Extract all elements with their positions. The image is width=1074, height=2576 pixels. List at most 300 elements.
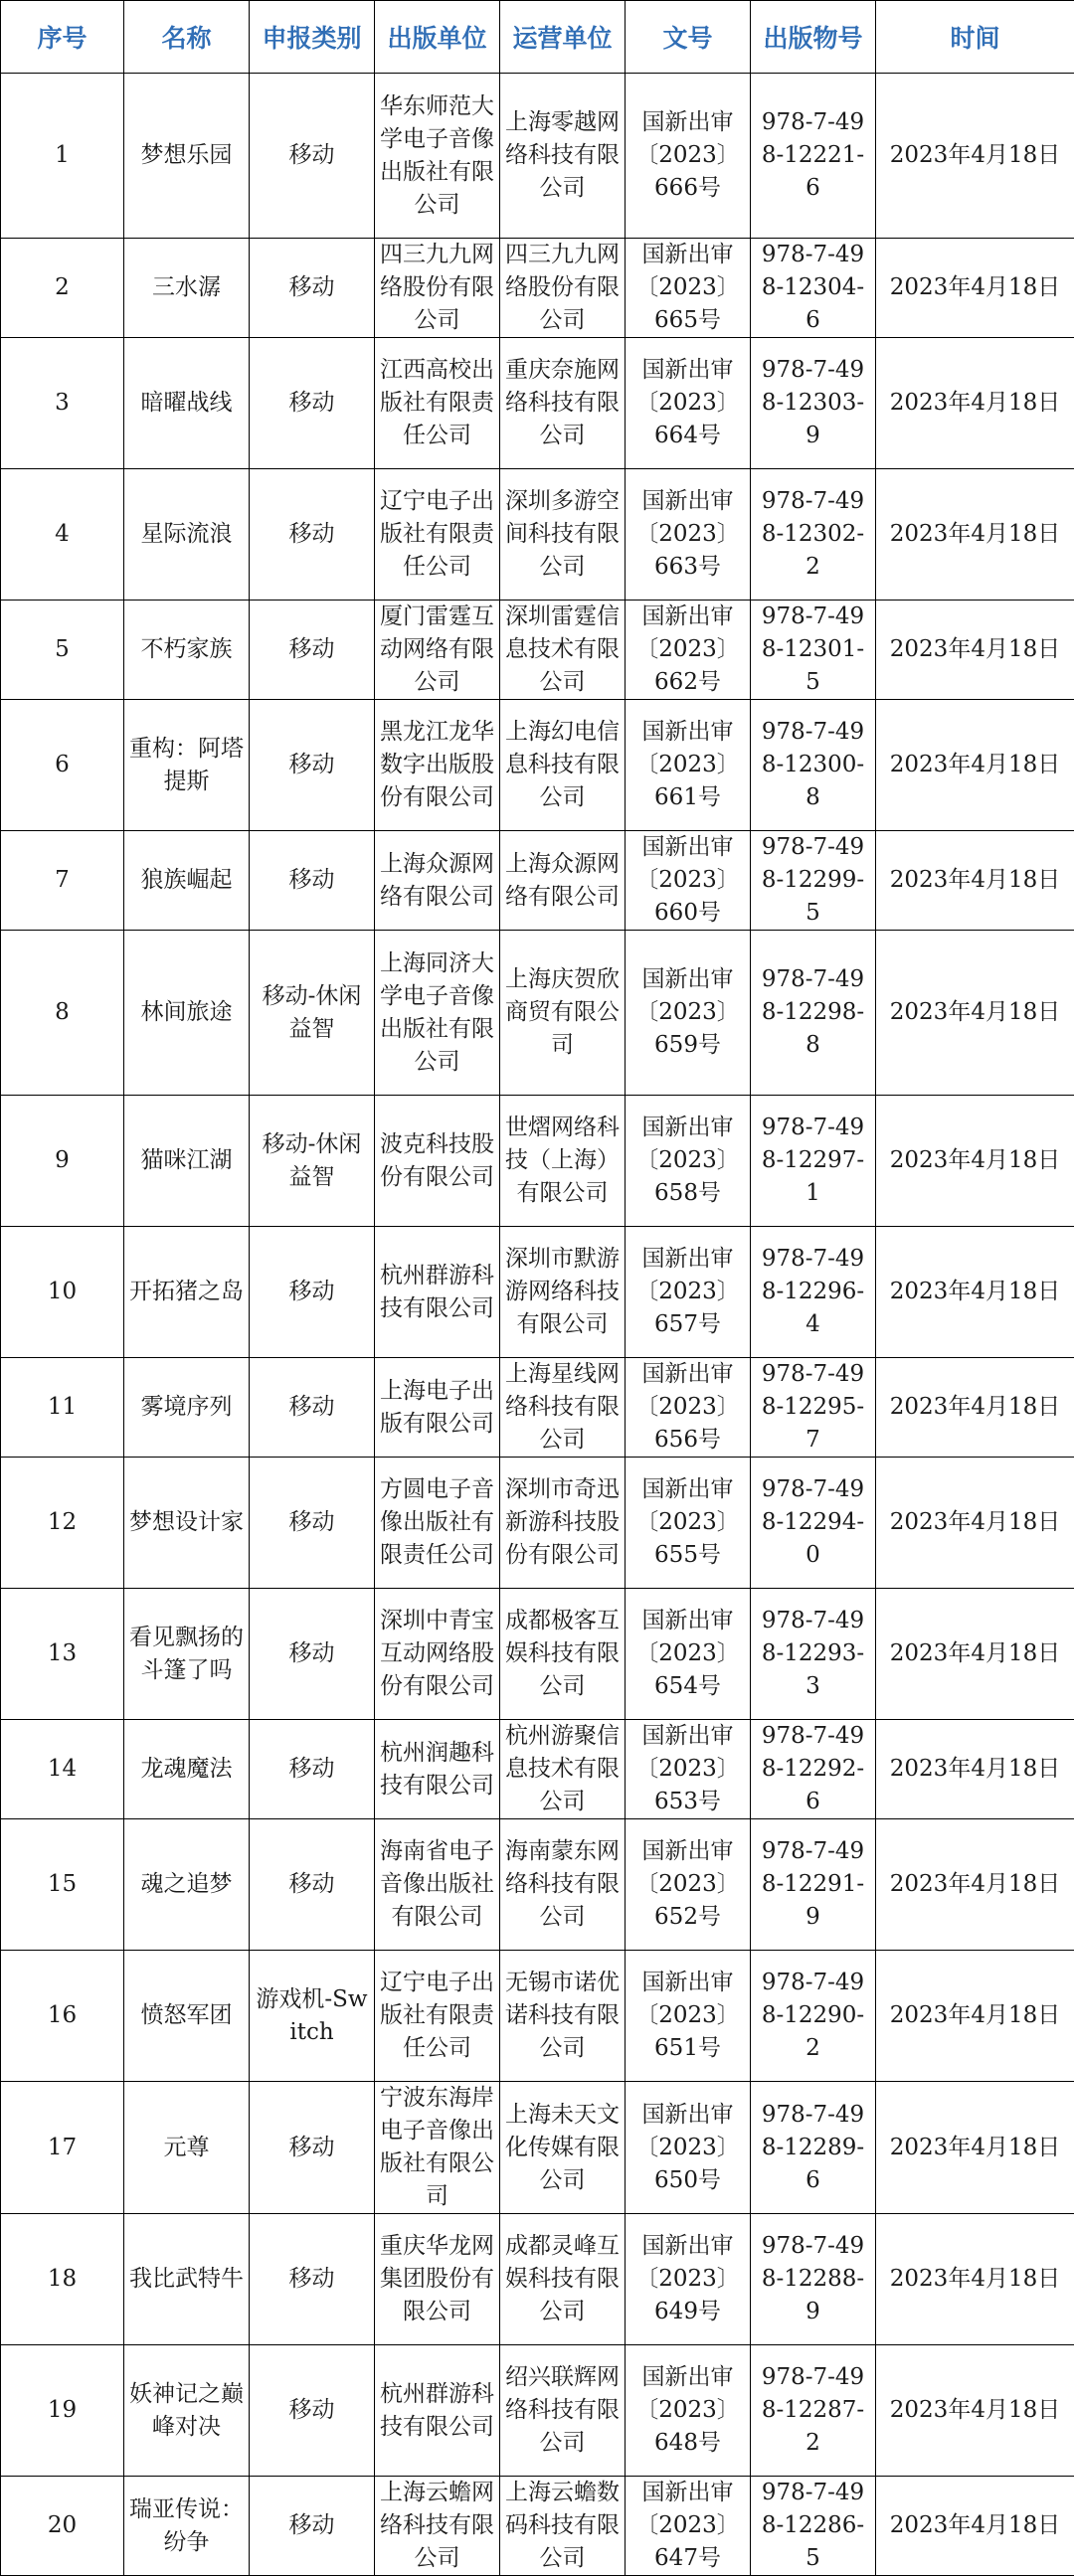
row-operator-cell xyxy=(500,2345,626,2477)
row-isbn-cell xyxy=(751,931,876,1096)
header-doc-number: 文号 xyxy=(626,1,751,74)
row-index-cell xyxy=(1,1096,124,1227)
row-index-cell xyxy=(1,931,124,1096)
row-doc-number: 国新出审〔2023〕653号 xyxy=(626,1720,750,1818)
row-operator-cell xyxy=(500,239,626,338)
row-date: 2023年4月18日 xyxy=(876,1753,1074,1786)
row-doc-number: 国新出审〔2023〕650号 xyxy=(626,2099,750,2197)
row-date-cell xyxy=(876,1458,1074,1589)
row-operator-cell xyxy=(500,1951,626,2082)
row-date: 2023年4月18日 xyxy=(876,2509,1074,2542)
row-name: 愤怒军团 xyxy=(124,1999,249,2032)
row-index: 5 xyxy=(1,633,123,666)
row-index-cell xyxy=(1,1589,124,1720)
row-isbn-cell xyxy=(751,338,876,469)
row-publisher-cell xyxy=(375,700,500,831)
row-isbn: 978-7-498-12300-8 xyxy=(751,716,875,814)
row-index: 19 xyxy=(1,2394,123,2427)
row-publisher-cell xyxy=(375,2214,500,2345)
row-operator: 深圳市奇迅新游科技股份有限公司 xyxy=(500,1473,625,1572)
row-publisher-cell xyxy=(375,1096,500,1227)
row-index-cell xyxy=(1,831,124,931)
row-index: 2 xyxy=(1,271,123,304)
row-doc-number-cell xyxy=(626,700,751,831)
row-name: 猫咪江湖 xyxy=(124,1144,249,1177)
row-index: 6 xyxy=(1,749,123,781)
row-isbn-cell xyxy=(751,1589,876,1720)
row-name: 梦想设计家 xyxy=(124,1506,249,1539)
row-date: 2023年4月18日 xyxy=(876,1637,1074,1670)
row-date-cell xyxy=(876,74,1074,239)
row-name-cell xyxy=(124,1096,250,1227)
row-publisher-cell xyxy=(375,2477,500,2576)
row-category-cell xyxy=(250,469,375,601)
row-publisher-cell xyxy=(375,601,500,700)
table-row xyxy=(1,700,1074,831)
row-name-cell xyxy=(124,831,250,931)
row-category-cell xyxy=(250,1458,375,1589)
table-row xyxy=(1,1720,1074,1819)
row-doc-number: 国新出审〔2023〕651号 xyxy=(626,1967,750,2065)
row-category-cell xyxy=(250,338,375,469)
row-doc-number-cell xyxy=(626,2082,751,2214)
row-date: 2023年4月18日 xyxy=(876,1506,1074,1539)
row-doc-number: 国新出审〔2023〕652号 xyxy=(626,1835,750,1934)
row-isbn: 978-7-498-12295-7 xyxy=(751,1358,875,1457)
row-date-cell xyxy=(876,931,1074,1096)
row-index: 11 xyxy=(1,1391,123,1424)
table-row xyxy=(1,1227,1074,1358)
row-isbn: 978-7-498-12296-4 xyxy=(751,1243,875,1341)
row-name: 重构：阿塔提斯 xyxy=(124,733,249,798)
row-date: 2023年4月18日 xyxy=(876,2394,1074,2427)
row-category: 移动-休闲益智 xyxy=(250,1128,374,1194)
header-row xyxy=(1,1,1074,74)
row-publisher: 辽宁电子出版社有限责任公司 xyxy=(375,1967,499,2065)
row-publisher: 四三九九网络股份有限公司 xyxy=(375,239,499,337)
row-doc-number-cell xyxy=(626,1589,751,1720)
row-operator: 成都极客互娱科技有限公司 xyxy=(500,1605,625,1703)
row-doc-number-cell xyxy=(626,74,751,239)
row-doc-number-cell xyxy=(626,239,751,338)
row-operator: 上海庆贺欣商贸有限公司 xyxy=(500,963,625,1062)
row-publisher: 海南省电子音像出版社有限公司 xyxy=(375,1835,499,1934)
row-publisher: 杭州群游科技有限公司 xyxy=(375,1260,499,1325)
row-doc-number: 国新出审〔2023〕659号 xyxy=(626,963,750,1062)
row-name: 不朽家族 xyxy=(124,633,249,666)
row-publisher-cell xyxy=(375,1458,500,1589)
row-publisher: 杭州群游科技有限公司 xyxy=(375,2378,499,2444)
row-name: 雾境序列 xyxy=(124,1391,249,1424)
row-operator-cell xyxy=(500,1458,626,1589)
row-operator: 深圳雷霆信息技术有限公司 xyxy=(500,601,625,699)
row-index: 13 xyxy=(1,1637,123,1670)
row-index-cell xyxy=(1,1227,124,1358)
row-publisher-cell xyxy=(375,1227,500,1358)
row-operator-cell xyxy=(500,2477,626,2576)
row-category: 移动 xyxy=(250,2509,374,2542)
row-name: 三水潺 xyxy=(124,271,249,304)
row-doc-number-cell xyxy=(626,1358,751,1458)
table-row xyxy=(1,601,1074,700)
row-doc-number-cell xyxy=(626,1227,751,1358)
row-category: 移动 xyxy=(250,1637,374,1670)
row-category: 移动 xyxy=(250,1753,374,1786)
row-doc-number-cell xyxy=(626,1951,751,2082)
table-row xyxy=(1,1819,1074,1951)
row-category-cell xyxy=(250,1819,375,1951)
row-publisher: 上海众源网络有限公司 xyxy=(375,848,499,914)
row-operator-cell xyxy=(500,1720,626,1819)
row-index: 20 xyxy=(1,2509,123,2542)
row-name: 魂之追梦 xyxy=(124,1868,249,1901)
row-isbn-cell xyxy=(751,1458,876,1589)
row-name-cell xyxy=(124,1819,250,1951)
row-name-cell xyxy=(124,700,250,831)
row-doc-number: 国新出审〔2023〕655号 xyxy=(626,1473,750,1572)
row-publisher: 江西高校出版社有限责任公司 xyxy=(375,354,499,452)
row-date-cell xyxy=(876,1589,1074,1720)
row-operator: 上海零越网络科技有限公司 xyxy=(500,106,625,205)
table-row xyxy=(1,469,1074,601)
row-category-cell xyxy=(250,1720,375,1819)
row-index-cell xyxy=(1,1819,124,1951)
row-name: 看见飘扬的斗篷了吗 xyxy=(124,1622,249,1687)
row-isbn: 978-7-498-12298-8 xyxy=(751,963,875,1062)
row-doc-number-cell xyxy=(626,469,751,601)
row-index-cell xyxy=(1,2214,124,2345)
row-isbn-cell xyxy=(751,1227,876,1358)
row-date-cell xyxy=(876,1951,1074,2082)
row-index-cell xyxy=(1,1358,124,1458)
row-date-cell xyxy=(876,2082,1074,2214)
header-index: 序号 xyxy=(1,1,124,74)
row-date-cell xyxy=(876,2345,1074,2477)
row-date-cell xyxy=(876,1096,1074,1227)
row-date: 2023年4月18日 xyxy=(876,2132,1074,2164)
row-operator: 成都灵峰互娱科技有限公司 xyxy=(500,2230,625,2328)
row-name-cell xyxy=(124,239,250,338)
table-row xyxy=(1,1951,1074,2082)
row-publisher: 辽宁电子出版社有限责任公司 xyxy=(375,485,499,584)
row-isbn-cell xyxy=(751,239,876,338)
row-publisher-cell xyxy=(375,469,500,601)
row-date-cell xyxy=(876,338,1074,469)
row-date-cell xyxy=(876,1720,1074,1819)
row-name: 妖神记之巅峰对决 xyxy=(124,2378,249,2444)
row-name: 瑞亚传说：纷争 xyxy=(124,2493,249,2559)
table-row xyxy=(1,338,1074,469)
row-doc-number: 国新出审〔2023〕664号 xyxy=(626,354,750,452)
row-date: 2023年4月18日 xyxy=(876,749,1074,781)
row-index: 10 xyxy=(1,1276,123,1308)
row-publisher-cell xyxy=(375,74,500,239)
row-index-cell xyxy=(1,338,124,469)
row-date-cell xyxy=(876,1819,1074,1951)
row-publisher-cell xyxy=(375,2345,500,2477)
row-publisher-cell xyxy=(375,2082,500,2214)
row-doc-number: 国新出审〔2023〕662号 xyxy=(626,601,750,699)
row-index-cell xyxy=(1,601,124,700)
row-isbn: 978-7-498-12299-5 xyxy=(751,831,875,930)
row-publisher-cell xyxy=(375,1951,500,2082)
row-publisher-cell xyxy=(375,831,500,931)
row-doc-number: 国新出审〔2023〕649号 xyxy=(626,2230,750,2328)
table-row xyxy=(1,74,1074,239)
row-date: 2023年4月18日 xyxy=(876,1868,1074,1901)
row-doc-number: 国新出审〔2023〕647号 xyxy=(626,2477,750,2575)
row-date: 2023年4月18日 xyxy=(876,2263,1074,2296)
row-name: 林间旅途 xyxy=(124,996,249,1029)
table-row xyxy=(1,2345,1074,2477)
row-operator-cell xyxy=(500,74,626,239)
row-name-cell xyxy=(124,1589,250,1720)
row-doc-number: 国新出审〔2023〕661号 xyxy=(626,716,750,814)
row-isbn: 978-7-498-12303-9 xyxy=(751,354,875,452)
row-isbn-cell xyxy=(751,2477,876,2576)
row-operator-cell xyxy=(500,1358,626,1458)
row-category-cell xyxy=(250,831,375,931)
row-name-cell xyxy=(124,2214,250,2345)
row-doc-number-cell xyxy=(626,1096,751,1227)
header-date: 时间 xyxy=(876,1,1074,74)
row-operator: 上海众源网络有限公司 xyxy=(500,848,625,914)
row-category: 移动 xyxy=(250,1391,374,1424)
row-date: 2023年4月18日 xyxy=(876,633,1074,666)
row-index-cell xyxy=(1,1720,124,1819)
row-doc-number-cell xyxy=(626,1458,751,1589)
table-row xyxy=(1,1096,1074,1227)
table-row xyxy=(1,1589,1074,1720)
row-isbn-cell xyxy=(751,1951,876,2082)
row-index: 1 xyxy=(1,139,123,172)
row-date-cell xyxy=(876,1227,1074,1358)
row-index-cell xyxy=(1,700,124,831)
row-index-cell xyxy=(1,2477,124,2576)
row-category-cell xyxy=(250,2082,375,2214)
row-doc-number-cell xyxy=(626,2345,751,2477)
row-doc-number: 国新出审〔2023〕665号 xyxy=(626,239,750,337)
row-operator: 重庆奈施网络科技有限公司 xyxy=(500,354,625,452)
row-category-cell xyxy=(250,601,375,700)
row-category-cell xyxy=(250,1096,375,1227)
row-operator: 世熠网络科技（上海）有限公司 xyxy=(500,1112,625,1210)
row-category: 移动 xyxy=(250,2263,374,2296)
row-name: 星际流浪 xyxy=(124,518,249,551)
row-name-cell xyxy=(124,1227,250,1358)
row-name: 我比武特牛 xyxy=(124,2263,249,2296)
row-date-cell xyxy=(876,239,1074,338)
row-index: 14 xyxy=(1,1753,123,1786)
row-doc-number: 国新出审〔2023〕654号 xyxy=(626,1605,750,1703)
row-publisher-cell xyxy=(375,1589,500,1720)
row-publisher: 宁波东海岸电子音像出版社有限公司 xyxy=(375,2082,499,2213)
row-date: 2023年4月18日 xyxy=(876,139,1074,172)
row-category-cell xyxy=(250,1358,375,1458)
row-isbn: 978-7-498-12293-3 xyxy=(751,1605,875,1703)
row-isbn-cell xyxy=(751,831,876,931)
row-index-cell xyxy=(1,469,124,601)
row-publisher-cell xyxy=(375,1358,500,1458)
row-isbn-cell xyxy=(751,601,876,700)
row-date-cell xyxy=(876,1358,1074,1458)
row-operator: 无锡市诺优诺科技有限公司 xyxy=(500,1967,625,2065)
row-index-cell xyxy=(1,74,124,239)
row-index: 7 xyxy=(1,864,123,897)
row-index: 4 xyxy=(1,518,123,551)
row-doc-number-cell xyxy=(626,338,751,469)
row-doc-number: 国新出审〔2023〕657号 xyxy=(626,1243,750,1341)
row-category: 游戏机-Switch xyxy=(250,1983,374,2049)
row-index: 17 xyxy=(1,2132,123,2164)
row-name-cell xyxy=(124,931,250,1096)
row-date: 2023年4月18日 xyxy=(876,1144,1074,1177)
row-operator: 绍兴联辉网络科技有限公司 xyxy=(500,2361,625,2460)
row-operator: 上海星线网络科技有限公司 xyxy=(500,1358,625,1457)
row-isbn: 978-7-498-12297-1 xyxy=(751,1112,875,1210)
row-category: 移动 xyxy=(250,387,374,420)
row-category: 移动 xyxy=(250,864,374,897)
row-date: 2023年4月18日 xyxy=(876,1276,1074,1308)
row-operator: 深圳市默游游网络科技有限公司 xyxy=(500,1243,625,1341)
table-row xyxy=(1,2082,1074,2214)
row-isbn-cell xyxy=(751,1096,876,1227)
row-category: 移动 xyxy=(250,633,374,666)
row-publisher: 厦门雷霆互动网络有限公司 xyxy=(375,601,499,699)
row-publisher: 波克科技股份有限公司 xyxy=(375,1128,499,1194)
row-operator: 四三九九网络股份有限公司 xyxy=(500,239,625,337)
row-isbn-cell xyxy=(751,2214,876,2345)
row-date-cell xyxy=(876,2214,1074,2345)
row-index: 8 xyxy=(1,996,123,1029)
row-operator-cell xyxy=(500,469,626,601)
row-operator: 上海幻电信息科技有限公司 xyxy=(500,716,625,814)
table-row xyxy=(1,2477,1074,2576)
row-category: 移动 xyxy=(250,749,374,781)
row-category-cell xyxy=(250,1951,375,2082)
row-index-cell xyxy=(1,2345,124,2477)
row-publisher: 上海云蟾网络科技有限公司 xyxy=(375,2477,499,2575)
row-category: 移动 xyxy=(250,2132,374,2164)
row-operator-cell xyxy=(500,1589,626,1720)
row-name-cell xyxy=(124,1720,250,1819)
row-category-cell xyxy=(250,1589,375,1720)
row-name-cell xyxy=(124,2477,250,2576)
row-isbn-cell xyxy=(751,1358,876,1458)
row-category-cell xyxy=(250,2477,375,2576)
row-category: 移动 xyxy=(250,1276,374,1308)
row-operator: 海南蒙东网络科技有限公司 xyxy=(500,1835,625,1934)
row-date: 2023年4月18日 xyxy=(876,1999,1074,2032)
row-category: 移动 xyxy=(250,1506,374,1539)
row-doc-number: 国新出审〔2023〕660号 xyxy=(626,831,750,930)
row-isbn: 978-7-498-12289-6 xyxy=(751,2099,875,2197)
row-doc-number-cell xyxy=(626,2214,751,2345)
row-date-cell xyxy=(876,831,1074,931)
row-date: 2023年4月18日 xyxy=(876,996,1074,1029)
row-index: 3 xyxy=(1,387,123,420)
row-publisher: 方圆电子音像出版社有限责任公司 xyxy=(375,1473,499,1572)
row-operator-cell xyxy=(500,2082,626,2214)
row-isbn: 978-7-498-12290-2 xyxy=(751,1967,875,2065)
row-category-cell xyxy=(250,931,375,1096)
table-row xyxy=(1,931,1074,1096)
row-publisher-cell xyxy=(375,1819,500,1951)
row-isbn-cell xyxy=(751,1720,876,1819)
table-row xyxy=(1,831,1074,931)
row-doc-number-cell xyxy=(626,1720,751,1819)
row-isbn-cell xyxy=(751,74,876,239)
row-name-cell xyxy=(124,601,250,700)
header-operator: 运营单位 xyxy=(500,1,626,74)
row-publisher: 上海电子出版有限公司 xyxy=(375,1375,499,1441)
row-isbn: 978-7-498-12301-5 xyxy=(751,601,875,699)
row-operator-cell xyxy=(500,1819,626,1951)
row-category: 移动 xyxy=(250,271,374,304)
table-row xyxy=(1,1358,1074,1458)
row-operator: 深圳多游空间科技有限公司 xyxy=(500,485,625,584)
row-date: 2023年4月18日 xyxy=(876,864,1074,897)
row-isbn-cell xyxy=(751,2345,876,2477)
row-operator-cell xyxy=(500,1227,626,1358)
row-doc-number: 国新出审〔2023〕648号 xyxy=(626,2361,750,2460)
row-operator-cell xyxy=(500,700,626,831)
row-publisher: 上海同济大学电子音像出版社有限公司 xyxy=(375,947,499,1079)
row-isbn: 978-7-498-12302-2 xyxy=(751,485,875,584)
row-name: 暗曜战线 xyxy=(124,387,249,420)
row-operator: 杭州游聚信息技术有限公司 xyxy=(500,1720,625,1818)
row-publisher-cell xyxy=(375,1720,500,1819)
row-isbn-cell xyxy=(751,700,876,831)
row-publisher: 深圳中青宝互动网络股份有限公司 xyxy=(375,1605,499,1703)
row-isbn: 978-7-498-12286-5 xyxy=(751,2477,875,2575)
row-operator-cell xyxy=(500,831,626,931)
row-index: 9 xyxy=(1,1144,123,1177)
row-publisher: 黑龙江龙华数字出版股份有限公司 xyxy=(375,716,499,814)
row-name-cell xyxy=(124,1951,250,2082)
row-operator-cell xyxy=(500,601,626,700)
row-name-cell xyxy=(124,1458,250,1589)
row-doc-number: 国新出审〔2023〕658号 xyxy=(626,1112,750,1210)
row-category-cell xyxy=(250,2214,375,2345)
row-date: 2023年4月18日 xyxy=(876,1391,1074,1424)
row-operator-cell xyxy=(500,931,626,1096)
row-isbn: 978-7-498-12291-9 xyxy=(751,1835,875,1934)
row-isbn-cell xyxy=(751,1819,876,1951)
row-date-cell xyxy=(876,700,1074,831)
row-index: 15 xyxy=(1,1868,123,1901)
row-category: 移动 xyxy=(250,139,374,172)
row-doc-number-cell xyxy=(626,831,751,931)
row-isbn: 978-7-498-12221-6 xyxy=(751,106,875,205)
row-doc-number-cell xyxy=(626,2477,751,2576)
row-date: 2023年4月18日 xyxy=(876,271,1074,304)
row-name: 元尊 xyxy=(124,2132,249,2164)
row-isbn: 978-7-498-12287-2 xyxy=(751,2361,875,2460)
table-row xyxy=(1,1458,1074,1589)
row-isbn-cell xyxy=(751,2082,876,2214)
row-operator: 上海云蟾数码科技有限公司 xyxy=(500,2477,625,2575)
row-category-cell xyxy=(250,239,375,338)
row-name-cell xyxy=(124,338,250,469)
row-name: 龙魂魔法 xyxy=(124,1753,249,1786)
row-publisher-cell xyxy=(375,338,500,469)
row-publisher-cell xyxy=(375,239,500,338)
row-name-cell xyxy=(124,2082,250,2214)
row-index-cell xyxy=(1,239,124,338)
header-isbn: 出版物号 xyxy=(751,1,876,74)
row-publisher: 重庆华龙网集团股份有限公司 xyxy=(375,2230,499,2328)
